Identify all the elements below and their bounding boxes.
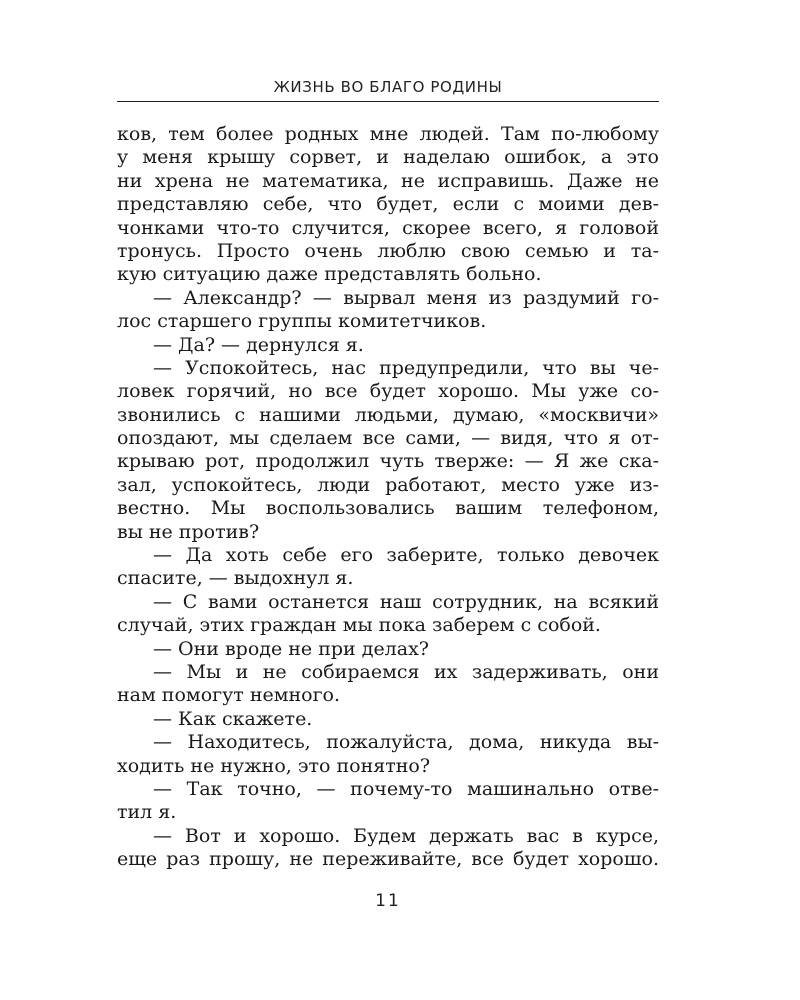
text-line: спасите, — выдохнул я.	[117, 567, 354, 590]
text-line: тил я.	[117, 801, 177, 824]
text-line: зал, успокойтесь, люди работают, место уже из-	[117, 473, 659, 496]
text-line: тронусь. Просто очень люблю свою семью и та-	[117, 239, 659, 262]
text-line: — Находитесь, пожалуйста, дома, никуда вы-	[153, 731, 659, 754]
text-line: — Александр? — вырвал меня из раздумий го-	[153, 286, 659, 309]
text-line: вы не против?	[117, 520, 260, 543]
text-line: звонились с нашими людьми, думаю, «москвичи»	[117, 403, 659, 426]
text-line: — Как скажете.	[153, 707, 313, 730]
text-line: — Мы и не собираемся их задерживать, они	[153, 660, 659, 683]
text-line: — С вами останется наш сотрудник, на всякий	[153, 590, 659, 613]
body-text	[117, 123, 659, 872]
text-line: ков, тем более родных мне людей. Там по-любому	[117, 123, 659, 145]
text-line: опоздают, мы сделаем все сами, — видя, что я от-	[117, 427, 659, 450]
text-line: — Вот и хорошо. Будем держать вас в курсе,	[153, 824, 659, 847]
text-line: нам помогут немного.	[117, 684, 341, 707]
text-line: случай, этих граждан мы пока заберем с собой.	[117, 614, 601, 637]
text-line: ловек горячий, но все будет хорошо. Мы уже со-	[117, 380, 659, 403]
text-line: — Так точно, — почему-то машинально отве-	[153, 777, 659, 800]
text-line: еще раз прошу, не переживайте, все будет хорошо.	[117, 848, 659, 871]
text-line: у меня крышу сорвет, и наделаю ошибок, а это	[117, 146, 659, 169]
text-line: ни хрена не математика, не исправишь. Даже не	[117, 169, 659, 192]
text-line: ходить не нужно, это понятно?	[117, 754, 431, 777]
text-line: — Да? — дернулся я.	[153, 333, 364, 356]
text-line: — Успокойтесь, нас предупредили, что вы че-	[153, 356, 659, 379]
text-line: вестно. Мы воспользовались вашим телефоном,	[117, 497, 659, 520]
text-line: — Да хоть себе его заберите, только девочек	[153, 544, 659, 567]
text-line: крываю рот, продолжил чуть тверже: — Я же ска-	[117, 450, 659, 473]
text-line: кую ситуацию даже представлять больно.	[117, 263, 542, 286]
running-title: ЖИЗНЬ ВО БЛАГО РОДИНЫ	[273, 78, 503, 96]
text-line: — Они вроде не при делах?	[153, 637, 429, 660]
text-line: представляю себе, что будет, если с моими дев-	[117, 193, 659, 216]
text-line: чонками что-то случится, скорее всего, я головой	[117, 216, 659, 239]
header-rule	[117, 101, 659, 102]
page-number: 11	[375, 891, 401, 911]
text-line: лос старшего группы комитетчиков.	[117, 310, 487, 333]
